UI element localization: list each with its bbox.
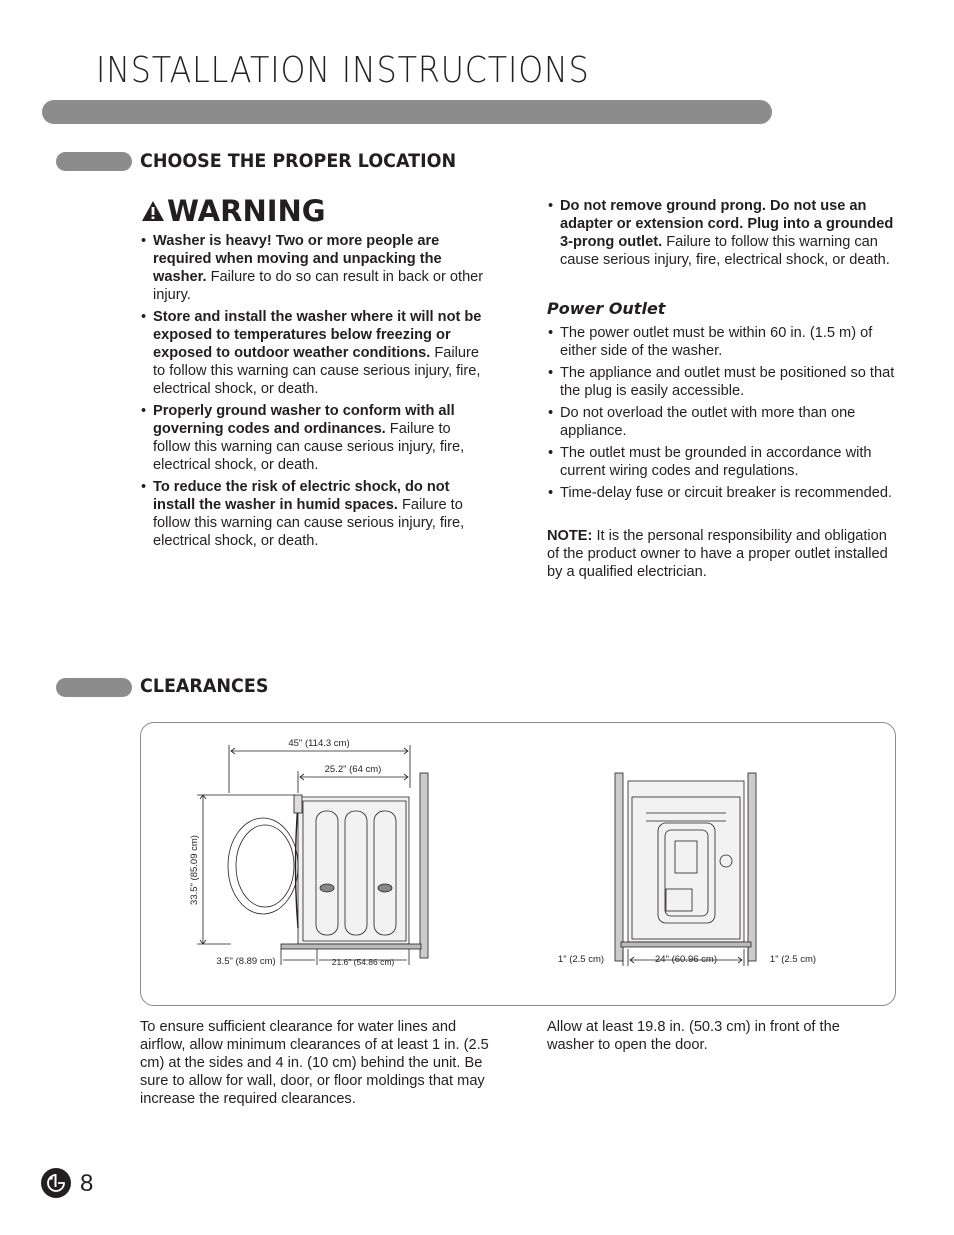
- dim-height: 33.5" (85.09 cm): [189, 835, 200, 905]
- dim-right-gap: 1" (2.5 cm): [769, 954, 817, 965]
- dim-width: 24" (60.96 cm): [655, 954, 717, 965]
- list-item: • The outlet must be grounded in accordance with current wiring codes and regulations.: [548, 444, 903, 480]
- clearance-text-right: Allow at least 19.8 in. (50.3 cm) in front of the washer to open the door.: [547, 1019, 840, 1053]
- dim-total-depth: 45" (114.3 cm): [288, 738, 350, 749]
- list-item: • The power outlet must be within 60 in. (1.5 m) of either side of the washer.: [548, 324, 903, 360]
- list-item: • Do not remove ground prong. Do not use an adapter or extension cord. Plug into a grounded 3-prong outlet. Failure to follow this warning can cause serious injury, fire, electrical shock, or death.: [548, 197, 898, 269]
- lg-logo-icon: [40, 1167, 72, 1199]
- dim-cabinet-depth: 25.2" (64 cm): [324, 764, 382, 775]
- page-title: INSTALLATION INSTRUCTIONS: [96, 50, 590, 91]
- clearances-heading: CLEARANCES: [140, 675, 269, 697]
- power-outlet-list: [548, 324, 903, 506]
- warning-title: [141, 194, 326, 228]
- list-item: • To reduce the risk of electric shock, do not install the washer in humid spaces. Failure to follow this warning can cause serious injury, fire, electrical shock, or death.: [141, 478, 491, 550]
- warning-list: [141, 232, 491, 554]
- power-outlet-heading: Power Outlet: [547, 299, 666, 318]
- warning-label: WARNING: [167, 194, 326, 228]
- header-bar: [42, 100, 772, 124]
- dim-door-depth: 3.5" (8.89 cm): [216, 956, 276, 967]
- clearance-text-left: To ensure sufficient clearance for water lines and airflow, allow minimum clearances of at least 1 in. (2.5 cm) at the sides and 4 in. (10 cm) behind the unit. Be sure to allow for wall, door, or floor moldings that may increase the required clearances.: [140, 1019, 489, 1107]
- section-marker: [56, 152, 132, 171]
- page-number: 8: [80, 1170, 94, 1197]
- location-heading: CHOOSE THE PROPER LOCATION: [140, 150, 457, 172]
- list-item: • Washer is heavy! Two or more people are required when moving and unpacking the washer. Failure to do so can result in back or other injury.: [141, 232, 491, 304]
- warning-triangle-icon: [141, 199, 165, 223]
- list-item: • Properly ground washer to conform with all governing codes and ordinances. Failure to follow this warning can cause serious injury, fire, electrical shock, or death.: [141, 402, 491, 474]
- list-item: • Do not overload the outlet with more than one appliance.: [548, 404, 903, 440]
- list-item: • The appliance and outlet must be positioned so that the plug is easily accessible.: [548, 364, 903, 400]
- ground-warning-list: [548, 197, 898, 273]
- list-item: • Store and install the washer where it will not be exposed to temperatures below freezing or exposed to outdoor weather conditions. Failure to follow this warning can cause serious injury, fire, electrical shock, or death.: [141, 308, 491, 398]
- list-item: • Time-delay fuse or circuit breaker is recommended.: [548, 484, 903, 502]
- note-paragraph: NOTE: It is the personal responsibility and obligation of the product owner to have a proper outlet installed by a qualified electrician.: [547, 528, 888, 580]
- clearance-diagram-svg: [141, 723, 895, 1005]
- section-marker: [56, 678, 132, 697]
- dim-left-gap: 1" (2.5 cm): [557, 954, 605, 965]
- dim-base-depth: 21.6" (54.86 cm): [331, 957, 395, 967]
- clearance-diagram: [140, 722, 896, 1006]
